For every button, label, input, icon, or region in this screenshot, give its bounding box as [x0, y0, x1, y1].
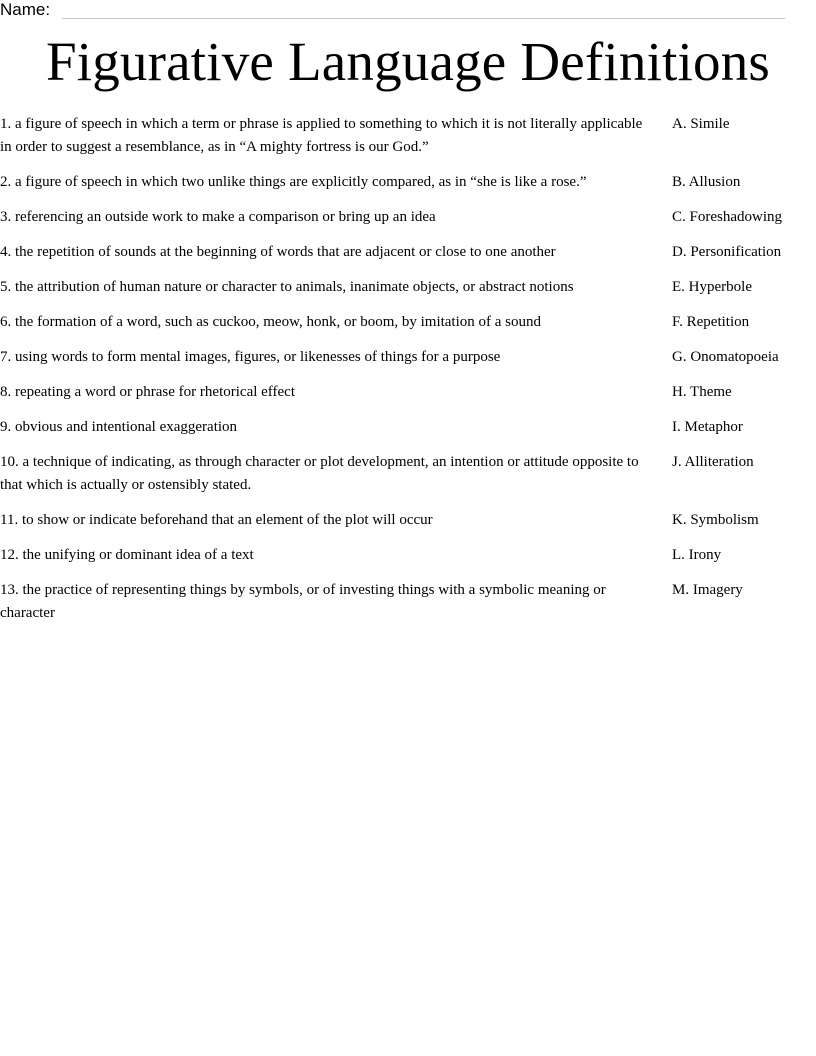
definition-text: 12. the unifying or dominant idea of a text	[0, 547, 254, 563]
definition-item	[0, 544, 816, 567]
answer-choice: A. Simile	[672, 116, 730, 132]
answer-choice: M. Imagery	[672, 582, 743, 598]
definition-item	[0, 206, 816, 229]
definition-item	[0, 276, 816, 299]
answer-choice: I. Metaphor	[672, 419, 743, 435]
definition-text: 1. a figure of speech in which a term or phrase is applied to something to which it is not literally applicable in order to suggest a resemblance, as in “A mighty fortress is our God.”	[0, 116, 643, 155]
definition-text: 8. repeating a word or phrase for rhetorical effect	[0, 384, 295, 400]
answer-choice: G. Onomatopoeia	[672, 349, 779, 365]
answer-choice: D. Personification	[672, 244, 782, 260]
name-label: Name:	[0, 0, 51, 19]
definition-text: 11. to show or indicate beforehand that an element of the plot will occur	[0, 512, 433, 528]
definition-item	[0, 346, 816, 369]
definition-item	[0, 509, 816, 532]
answer-choice: L. Irony	[672, 547, 722, 563]
definition-item	[0, 311, 816, 334]
answer-choice: J. Alliteration	[672, 454, 754, 470]
definition-item	[0, 579, 816, 625]
name-field-row	[0, 0, 50, 20]
definition-text: 6. the formation of a word, such as cuckoo, meow, honk, or boom, by imitation of a sound	[0, 314, 542, 330]
definition-item	[0, 113, 816, 159]
answer-choice: K. Symbolism	[672, 512, 759, 528]
definition-list	[0, 113, 816, 637]
definition-text: 3. referencing an outside work to make a comparison or bring up an idea	[0, 209, 436, 225]
definition-text: 4. the repetition of sounds at the beginning of words that are adjacent or close to one another	[0, 244, 556, 260]
answer-choice: F. Repetition	[672, 314, 750, 330]
name-blank-line[interactable]	[62, 18, 785, 19]
definition-text: 13. the practice of representing things by symbols, or of investing things with a symbolic meaning or character	[0, 582, 606, 621]
definition-text: 7. using words to form mental images, figures, or likenesses of things for a purpose	[0, 349, 501, 365]
definition-item	[0, 451, 816, 497]
page-title: Figurative Language Definitions	[45, 31, 771, 92]
answer-choice: B. Allusion	[672, 174, 741, 190]
definition-text: 5. the attribution of human nature or character to animals, inanimate objects, or abstract notions	[0, 279, 574, 295]
definition-text: 10. a technique of indicating, as through character or plot development, an intention or attitude opposite to that which is actually or ostensibly stated.	[0, 454, 639, 493]
definition-item	[0, 241, 816, 264]
definition-text: 2. a figure of speech in which two unlike things are explicitly compared, as in “she is like a rose.”	[0, 174, 587, 190]
definition-item	[0, 381, 816, 404]
answer-choice: H. Theme	[672, 384, 732, 400]
definition-text: 9. obvious and intentional exaggeration	[0, 419, 238, 435]
definition-item	[0, 171, 816, 194]
answer-choice: E. Hyperbole	[672, 279, 752, 295]
answer-choice: C. Foreshadowing	[672, 209, 782, 225]
definition-item	[0, 416, 816, 439]
